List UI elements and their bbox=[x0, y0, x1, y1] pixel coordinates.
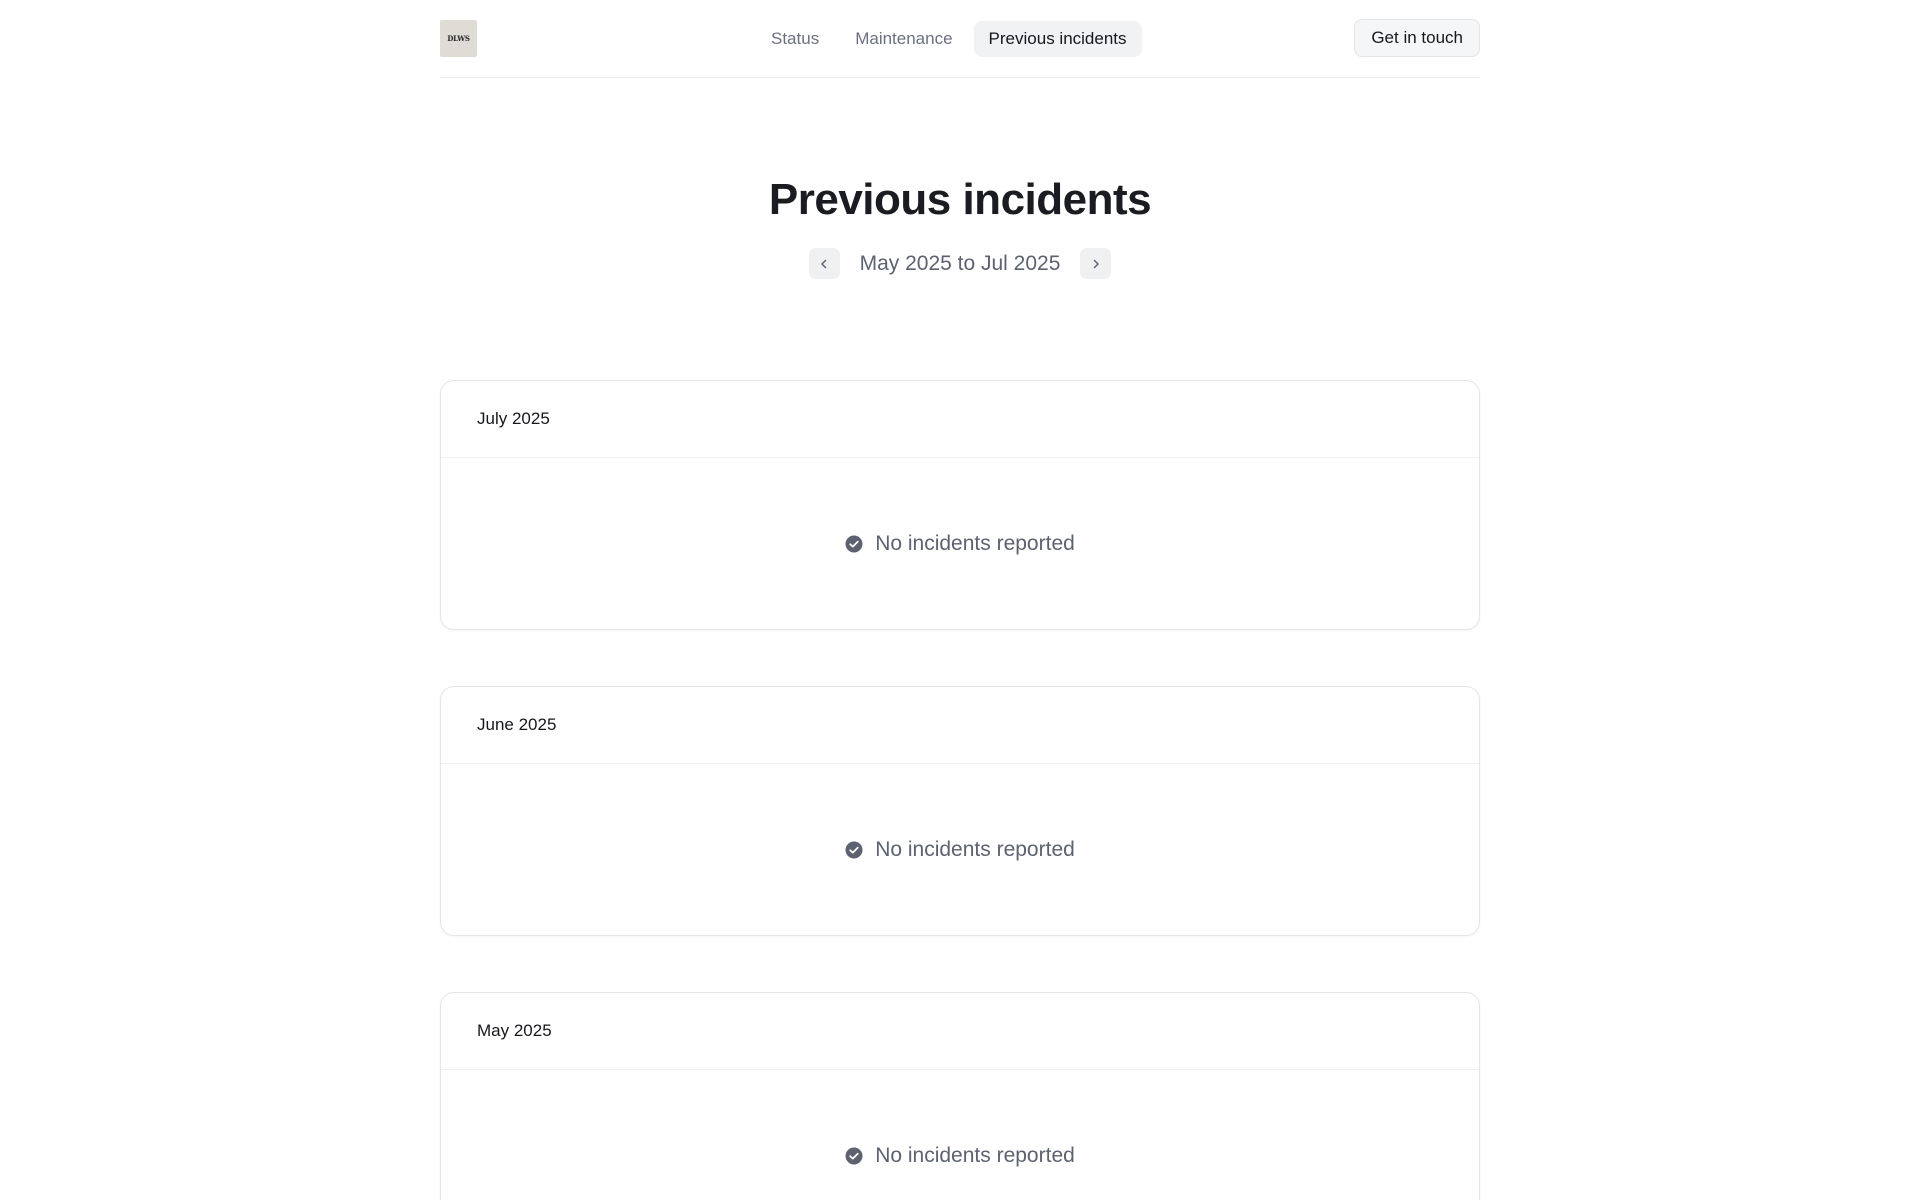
page-title: Previous incidents bbox=[768, 175, 1152, 224]
logo-text: DLWS bbox=[447, 34, 470, 43]
month-card-body bbox=[441, 458, 1479, 629]
nav-maintenance[interactable] bbox=[840, 21, 967, 57]
check-circle-icon bbox=[845, 1147, 863, 1165]
check-circle-icon bbox=[845, 535, 863, 553]
month-label: May 2025 bbox=[477, 1021, 552, 1040]
month-card-header bbox=[441, 687, 1479, 764]
get-in-touch-button[interactable] bbox=[1354, 19, 1480, 57]
logo[interactable] bbox=[440, 20, 477, 57]
month-card-body bbox=[441, 764, 1479, 935]
month-card-june-2025 bbox=[440, 686, 1480, 936]
month-label: July 2025 bbox=[477, 409, 550, 428]
no-incidents-text: No incidents reported bbox=[875, 837, 1075, 861]
month-card-header bbox=[441, 381, 1479, 458]
nav-status[interactable] bbox=[756, 21, 834, 57]
nav-status-label: Status bbox=[771, 29, 820, 48]
nav-maintenance-label: Maintenance bbox=[855, 29, 953, 48]
month-card-body bbox=[441, 1070, 1479, 1200]
chevron-left-icon bbox=[818, 258, 830, 270]
month-card-may-2025 bbox=[440, 992, 1480, 1200]
nav-previous-incidents[interactable] bbox=[974, 21, 1142, 57]
main-nav bbox=[756, 21, 1142, 57]
page bbox=[440, 0, 1480, 1200]
month-card-july-2025 bbox=[440, 380, 1480, 630]
month-card-header bbox=[441, 993, 1479, 1070]
get-in-touch-label: Get in touch bbox=[1371, 28, 1463, 47]
month-list bbox=[440, 380, 1480, 1200]
no-incidents-text: No incidents reported bbox=[875, 531, 1075, 555]
nav-previous-incidents-label: Previous incidents bbox=[988, 29, 1127, 48]
top-header bbox=[440, 0, 1480, 78]
previous-range-button[interactable] bbox=[809, 248, 840, 279]
month-label: June 2025 bbox=[477, 715, 557, 734]
check-circle-icon bbox=[845, 841, 863, 859]
no-incidents-text: No incidents reported bbox=[875, 1143, 1075, 1167]
chevron-right-icon bbox=[1090, 258, 1102, 270]
date-range-navigator bbox=[440, 248, 1480, 279]
date-range-label: May 2025 to Jul 2025 bbox=[859, 251, 1061, 275]
next-range-button[interactable] bbox=[1080, 248, 1111, 279]
